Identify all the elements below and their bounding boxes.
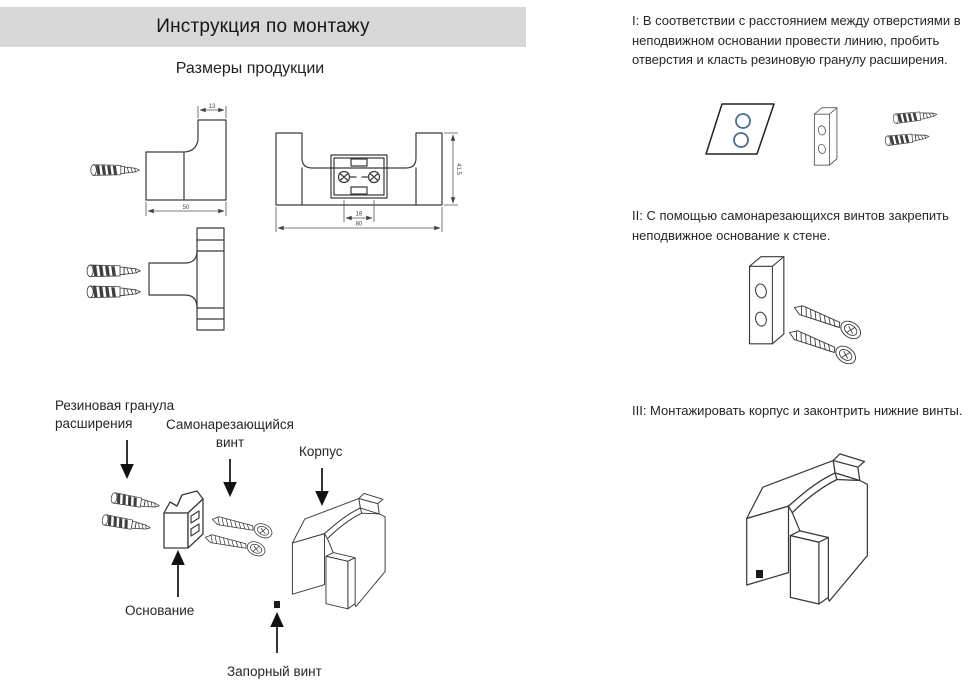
dim-front-height: 41.5 [455, 163, 461, 175]
dim-front-width: 80 [355, 221, 363, 228]
lock-screw-drawing [274, 601, 280, 608]
label-rubber-plug: Резиновая гранула расширения [55, 398, 175, 432]
label-lock-screw: Запорный винт [227, 664, 322, 679]
label-base: Основание [125, 603, 195, 618]
step3-instruction: III: Монтажировать корпус и законтрить нижние винты. [632, 403, 963, 418]
label-self-tapping-screw: Самонарезающийся винт [166, 417, 294, 451]
step2-illustration [750, 257, 866, 369]
base-block-drawing [164, 491, 203, 548]
step3-illustration [747, 454, 868, 604]
dim-hook-tip-width: 13 [208, 104, 216, 110]
dim-hole-spacing: 18 [355, 211, 363, 218]
exploded-view-drawing [101, 440, 385, 653]
side-view-drawing [91, 104, 226, 216]
section-subtitle: Размеры продукции [175, 60, 325, 77]
dim-side-depth: 50 [182, 205, 190, 211]
front-view-drawing [276, 133, 461, 232]
step1-illustration [706, 104, 937, 165]
lock-screw-drawing [756, 570, 763, 578]
label-body: Корпус [299, 444, 343, 459]
step1-instruction: I: В соответствии с расстоянием между отверстиями в неподвижном основании провести линию, пробить отверстия и класть резиновую гранулу расширения. [632, 13, 961, 67]
profile-view-drawing [87, 228, 224, 330]
step2-instruction: II: С помощью самонарезающихся винтов закрепить неподвижное основание к стене. [632, 208, 949, 243]
page-title: Инструкция по монтажу [0, 7, 526, 47]
